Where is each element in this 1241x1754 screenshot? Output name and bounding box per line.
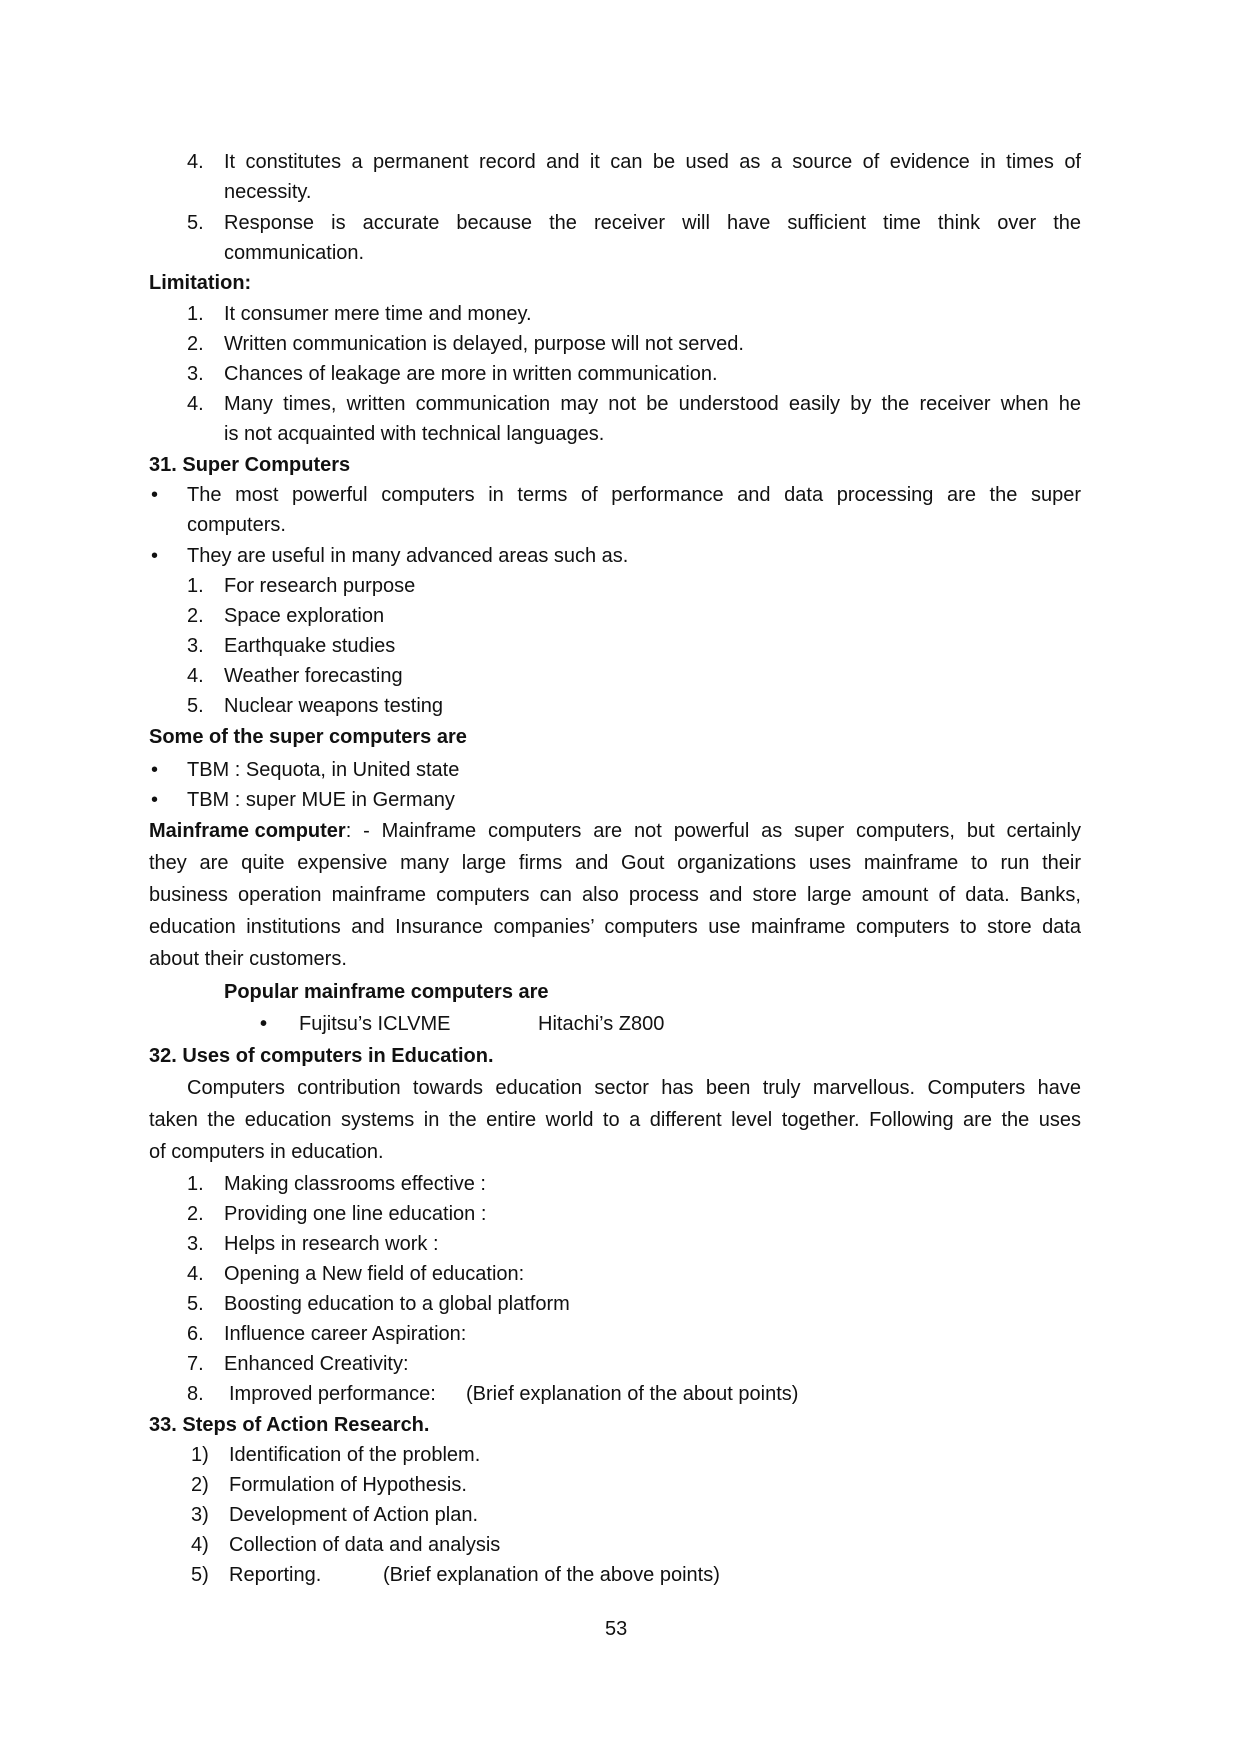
list-item-text: Earthquake studies — [224, 635, 396, 657]
paragraph-line: taken the education systems in the entire world to a different level together. Following are the uses — [149, 1109, 1081, 1131]
section-heading: 31. Super Computers — [149, 454, 351, 476]
list-number: 1. — [187, 575, 204, 597]
paragraph-line: about their customers. — [149, 948, 347, 970]
list-item-text: Helps in research work : — [224, 1233, 439, 1255]
list-item-text: necessity. — [224, 181, 312, 203]
paragraph-line: business operation mainframe computers can also process and store large amount of data. Banks, — [149, 884, 1081, 906]
list-number: 3) — [191, 1504, 209, 1526]
paragraph-line — [149, 818, 1081, 844]
bullet-text: computers. — [187, 514, 286, 536]
list-number: 4. — [187, 151, 204, 173]
list-number: 4. — [187, 393, 204, 415]
explanation-note: (Brief explanation of the about points) — [466, 1383, 799, 1405]
list-item-text: It consumer mere time and money. — [224, 303, 532, 325]
list-item-text: Space exploration — [224, 605, 385, 627]
paragraph-line: of computers in education. — [149, 1141, 384, 1163]
list-item-text: Improved performance: — [229, 1383, 436, 1405]
bullet: • — [151, 484, 159, 506]
list-item-text: Development of Action plan. — [229, 1504, 479, 1526]
paragraph-line: education institutions and Insurance companies’ computers use mainframe computers to store data — [149, 916, 1081, 938]
list-number: 1. — [187, 303, 204, 325]
bullet: • — [151, 789, 159, 811]
list-number: 2. — [187, 1203, 204, 1225]
bullet-text: The most powerful computers in terms of performance and data processing are the super — [187, 484, 1081, 506]
paragraph-line: they are quite expensive many large firms and Gout organizations uses mainframe to run their — [149, 852, 1081, 874]
list-item-text: It constitutes a permanent record and it can be used as a source of evidence in times of — [224, 151, 1081, 173]
subheading: Some of the super computers are — [149, 726, 467, 748]
list-number: 8. — [187, 1383, 204, 1405]
bullet: • — [260, 1013, 268, 1035]
list-number: 7. — [187, 1353, 204, 1375]
list-number: 3. — [187, 1233, 204, 1255]
bullet-text: Fujitsu’s ICLVME — [299, 1013, 451, 1035]
bullet-text: They are useful in many advanced areas such as. — [187, 545, 629, 567]
list-number: 4. — [187, 665, 204, 687]
list-item-text: Weather forecasting — [224, 665, 403, 687]
subheading: Popular mainframe computers are — [224, 981, 549, 1003]
list-number: 5. — [187, 1293, 204, 1315]
list-item-text: Making classrooms effective : — [224, 1173, 486, 1195]
list-item-text: Opening a New field of education: — [224, 1263, 525, 1285]
explanation-note: (Brief explanation of the above points) — [383, 1564, 720, 1586]
list-item-text: is not acquainted with technical languages. — [224, 423, 605, 445]
list-number: 3. — [187, 635, 204, 657]
list-number: 1) — [191, 1444, 209, 1466]
list-item-text: Many times, written communication may not be understood easily by the receiver when he — [224, 393, 1081, 415]
bullet-text: TBM : Sequota, in United state — [187, 759, 460, 781]
term-mainframe: Mainframe computer — [149, 820, 346, 842]
list-number: 6. — [187, 1323, 204, 1345]
paragraph-line: Computers contribution towards education sector has been truly marvellous. Computers have — [187, 1077, 1081, 1099]
list-number: 5. — [187, 695, 204, 717]
paragraph-text: : - Mainframe computers are not powerful as super computers, but certainly — [345, 820, 1081, 842]
list-item-text: Enhanced Creativity: — [224, 1353, 409, 1375]
list-item-text: Collection of data and analysis — [229, 1534, 501, 1556]
list-number: 3. — [187, 363, 204, 385]
list-item-text: Formulation of Hypothesis. — [229, 1474, 467, 1496]
section-heading: Limitation: — [149, 272, 252, 294]
list-item-text: Identification of the problem. — [229, 1444, 481, 1466]
list-item-text: Boosting education to a global platform — [224, 1293, 570, 1315]
list-number: 1. — [187, 1173, 204, 1195]
list-number: 2. — [187, 333, 204, 355]
list-number: 5. — [187, 212, 204, 234]
list-item-text: communication. — [224, 242, 365, 264]
list-number: 4. — [187, 1263, 204, 1285]
bullet-text: TBM : super MUE in Germany — [187, 789, 455, 811]
list-item-text: Influence career Aspiration: — [224, 1323, 467, 1345]
bullet: • — [151, 759, 159, 781]
list-item-text: Nuclear weapons testing — [224, 695, 444, 717]
list-number: 5) — [191, 1564, 209, 1586]
bullet: • — [151, 545, 159, 567]
list-item-text: Chances of leakage are more in written communication. — [224, 363, 718, 385]
list-item-text: Response is accurate because the receiver will have sufficient time think over the — [224, 212, 1081, 234]
bullet-text: Hitachi’s Z800 — [538, 1013, 665, 1035]
page-number: 53 — [605, 1618, 628, 1640]
list-item-text: Written communication is delayed, purpose will not served. — [224, 333, 744, 355]
list-item-text: Reporting. — [229, 1564, 322, 1586]
list-item-text: For research purpose — [224, 575, 416, 597]
section-heading: 32. Uses of computers in Education. — [149, 1045, 494, 1067]
list-number: 2) — [191, 1474, 209, 1496]
list-number: 4) — [191, 1534, 209, 1556]
section-heading: 33. Steps of Action Research. — [149, 1414, 430, 1436]
list-item-text: Providing one line education : — [224, 1203, 487, 1225]
list-number: 2. — [187, 605, 204, 627]
